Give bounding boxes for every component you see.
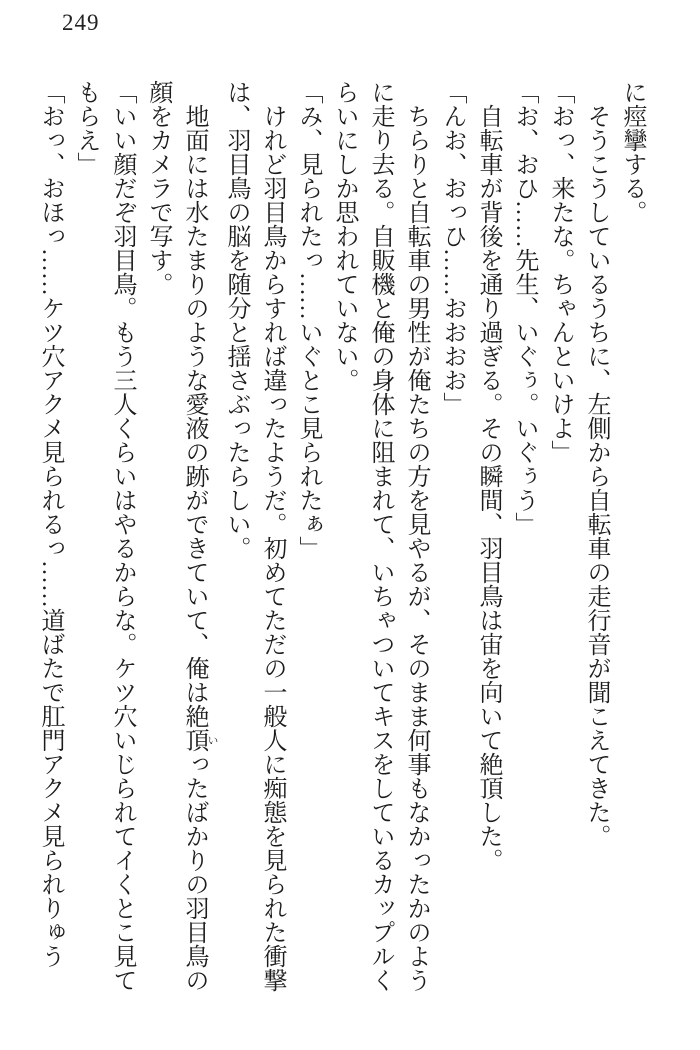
text-column-10: 「み、見られたっ……いぐとこ見られたぁ」 [295, 80, 321, 560]
text-column-16: もらえ」 [73, 80, 99, 176]
text-column-03: 「おっ、来たな。ちゃんといけよ」 [547, 80, 573, 464]
text-column-17: 「おっ、おほっ……ケツ穴アクメ見られるっ……道ばたで肛門アクメ見られりゅう [37, 80, 63, 968]
text-column-14: 顔をカメラで写す。 [145, 80, 171, 296]
text-column-04: 「お、おひ……先生、いぐぅ。いぐぅう」 [511, 80, 537, 536]
text-column-06: 「んお、おっひ……おおおお」 [439, 80, 465, 416]
page-number: 249 [62, 10, 100, 35]
ruby-base: 頂 [181, 728, 207, 752]
text-column-13-post: ったばかりの羽目鳥の [181, 752, 207, 992]
text-column-13 [176, 80, 218, 998]
text-column-01: に痙攣する。 [619, 80, 645, 224]
text-column-05: 自転車が背後を通り過ぎる。その瞬間、羽目鳥は宙を向いて絶頂した。 [475, 104, 501, 872]
text-column-11: けれど羽目鳥からすれば違ったようだ。初めてただの一般人に痴態を見られた衝撃 [259, 104, 285, 992]
ruby-annotated-word [181, 728, 218, 752]
vertical-text-block [32, 80, 650, 998]
text-column-09: らいにしか思われていない。 [331, 80, 357, 392]
text-column-15: 「いい顔だぞ羽目鳥。もう三人くらいはやるからな。ケツ穴いじられてイくとこ見て [109, 80, 135, 992]
text-column-07: ちらりと自転車の男性が俺たちの方を見やるが、そのまま何事もなかったかのよう [403, 104, 429, 992]
ruby-furigana: い [206, 728, 218, 752]
text-column-12: は、羽目鳥の脳を随分と揺さぶったらしい。 [223, 80, 249, 560]
text-column-08: に走り去る。自販機と俺の身体に阻まれて、いちゃついてキスをしているカップルく [367, 80, 393, 992]
text-column-13-pre: 地面には水たまりのような愛液の跡ができていて、俺は絶 [181, 104, 207, 728]
text-column-02: そうこうしているうちに、左側から自転車の走行音が聞こえてきた。 [583, 104, 609, 848]
